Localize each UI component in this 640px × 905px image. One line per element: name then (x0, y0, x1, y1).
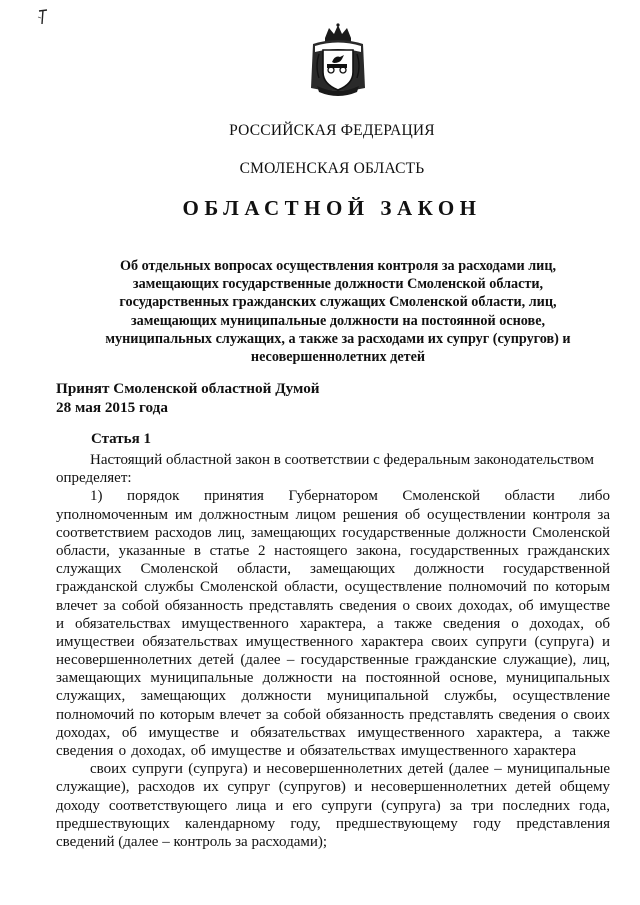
body-line: предшествующих календарному году, предшествующему году представления (56, 815, 610, 832)
body-line: несовершеннолетних детей (далее – государственные гражданские служащие), лиц, (56, 652, 610, 669)
body-line: влечет за собой обязанность представлять сведения о своих доходах, об имуществе (56, 597, 610, 614)
federation-heading: РОССИЙСКАЯ ФЕДЕРАЦИЯ (229, 122, 435, 139)
article-heading: Статья 1 (91, 431, 151, 447)
body-line: служащих, замещающих должности муниципальной службы, осуществление (56, 688, 610, 705)
body-line: гражданской службы Смоленской области, осуществление полномочий по которым (56, 579, 610, 596)
body-line: служащих Смоленской области, замещающих должности государственной (56, 561, 610, 578)
adoption-date: 28 мая 2015 года (56, 399, 168, 416)
article-body (56, 451, 610, 851)
body-line: замещающих муниципальные должности на постоянной основе, муниципальных (56, 670, 610, 687)
subject-line: Об отдельных вопросах осуществления контроля за расходами лиц, (119, 258, 557, 274)
law-subject (88, 257, 588, 366)
adoption-body: Принят Смоленской областной Думой (56, 380, 320, 397)
subject-line: муниципальных служащих, а также за расходами их супруг (супругов) и (105, 330, 571, 347)
body-line: своих супруги (супруга) и несовершеннолетних детей (далее – муниципальные (90, 761, 610, 778)
subject-line: замещающих государственные должности Смоленской области, (132, 276, 544, 293)
subject-line: замещающих муниципальные должности на постоянной основе, (130, 312, 546, 329)
smolensk-coat-of-arms-icon (305, 22, 371, 98)
body-line: области, указанные в статье 2 настоящего закона, государственных гражданских (56, 542, 610, 559)
scan-mark-icon (36, 8, 50, 26)
body-line: сведений (далее – контроль за расходами); (56, 833, 328, 850)
body-line: полномочий по которым влечет за собой обязанность представлять сведения о своих (56, 706, 610, 723)
body-line: 1) порядок принятия Губернатором Смоленской области либо (90, 488, 610, 505)
body-line: служащие), расходов их супруг (супругов) и несовершеннолетних детей общему (56, 779, 610, 796)
body-line: уполномоченным им должностным лицом решения об осуществлении контроля за (56, 506, 610, 523)
body-line: имуществеи обязательствах имущественного характера своих супруги (супруга) и (56, 633, 610, 650)
body-line: доходу соответствующего лица и его супруги (супруга) за три последних года, (56, 797, 610, 814)
subject-line: несовершеннолетних детей (250, 349, 426, 366)
body-line: доходах, об имуществе и обязательствах имущественного характера, а также (56, 724, 610, 741)
region-heading: СМОЛЕНСКАЯ ОБЛАСТЬ (239, 160, 425, 177)
body-line: определяет: (56, 470, 132, 487)
subject-line: государственных гражданских служащих Смоленской области, лиц, (119, 294, 557, 311)
body-line: и обязательствах имущественного характера, а также сведения о доходах, об (56, 615, 610, 632)
adoption-info (56, 379, 320, 417)
body-line: Настоящий областной закон в соответствии с федеральным законодательством (90, 452, 595, 468)
law-type-title: ОБЛАСТНОЙ ЗАКОН (182, 196, 482, 220)
body-line: соответствием расходов лиц, замещающих государственные должности Смоленской (56, 524, 610, 541)
body-line: сведения о доходах, об имуществе и обязательствах имущественного характера (56, 743, 576, 759)
